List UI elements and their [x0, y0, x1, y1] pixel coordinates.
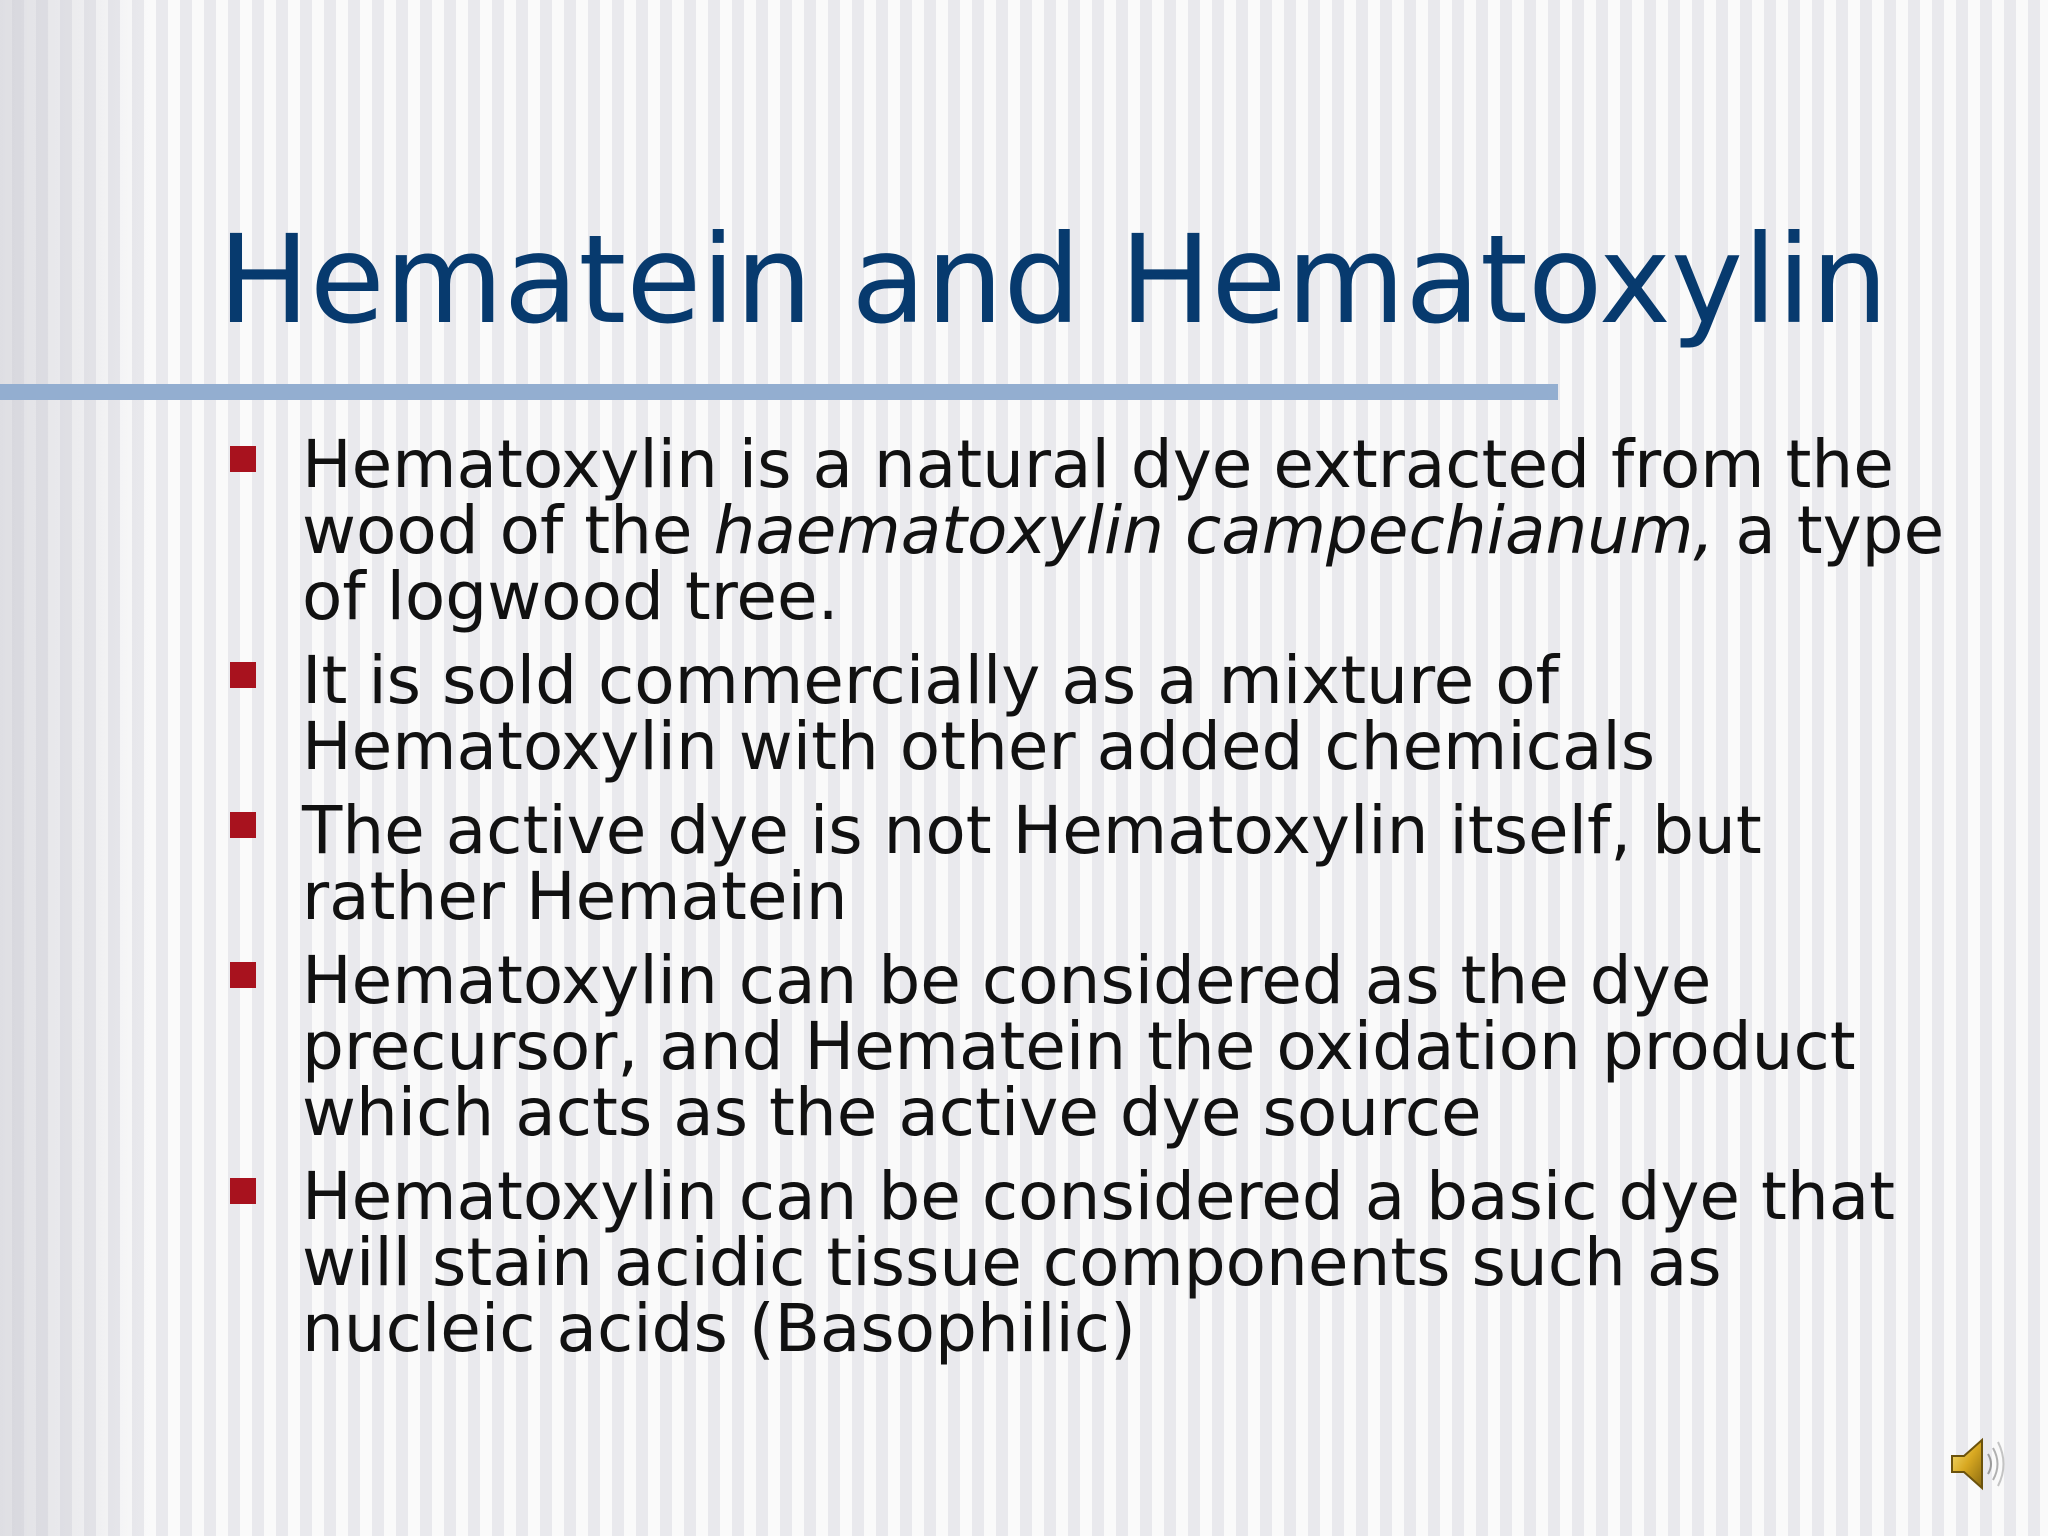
bullet-line: rather Hematein: [302, 858, 848, 935]
bullet-line: which acts as the active dye source: [302, 1074, 1482, 1151]
speaker-icon-graphic: [1948, 1432, 2008, 1496]
square-bullet-icon: [230, 962, 256, 988]
bullet-line: Hematoxylin can be considered a basic dye that: [302, 1158, 1896, 1235]
bullet-line: precursor, and Hematein the oxidation product: [302, 1008, 1856, 1085]
bullet-line: The active dye is not Hematoxylin itself, but: [302, 792, 1762, 869]
bullet-line: Hematoxylin can be considered as the dye: [302, 942, 1712, 1019]
bullet-text: wood of the: [302, 492, 714, 569]
square-bullet-icon: [230, 446, 256, 472]
bullet-item-2: [302, 642, 2042, 785]
bullet-line: It is sold commercially as a mixture of: [302, 642, 1559, 719]
bullet-line: will stain acidic tissue components such as: [302, 1224, 1722, 1301]
bullet-line: nucleic acids (Basophilic): [302, 1290, 1136, 1367]
slide-title: Hematein and Hematoxylin: [218, 209, 1889, 351]
square-bullet-icon: [230, 662, 256, 688]
bullet-line: [302, 492, 2042, 569]
bullet-list: [302, 426, 2042, 1380]
bullet-line: of logwood tree.: [302, 558, 839, 635]
bullet-line: Hematoxylin is a natural dye extracted from the: [302, 426, 1894, 503]
bullet-item-5: [302, 1158, 2042, 1367]
bullet-item-1: [302, 426, 2042, 635]
bullet-item-3: [302, 792, 2042, 935]
bullet-line: Hematoxylin with other added chemicals: [302, 708, 1656, 785]
species-name: haematoxylin campechianum,: [713, 492, 1715, 569]
bullet-item-4: [302, 942, 2042, 1151]
square-bullet-icon: [230, 812, 256, 838]
speaker-icon[interactable]: [1948, 1432, 2008, 1496]
square-bullet-icon: [230, 1178, 256, 1204]
bullet-text: a type: [1714, 492, 1945, 569]
title-divider: [0, 384, 1558, 400]
